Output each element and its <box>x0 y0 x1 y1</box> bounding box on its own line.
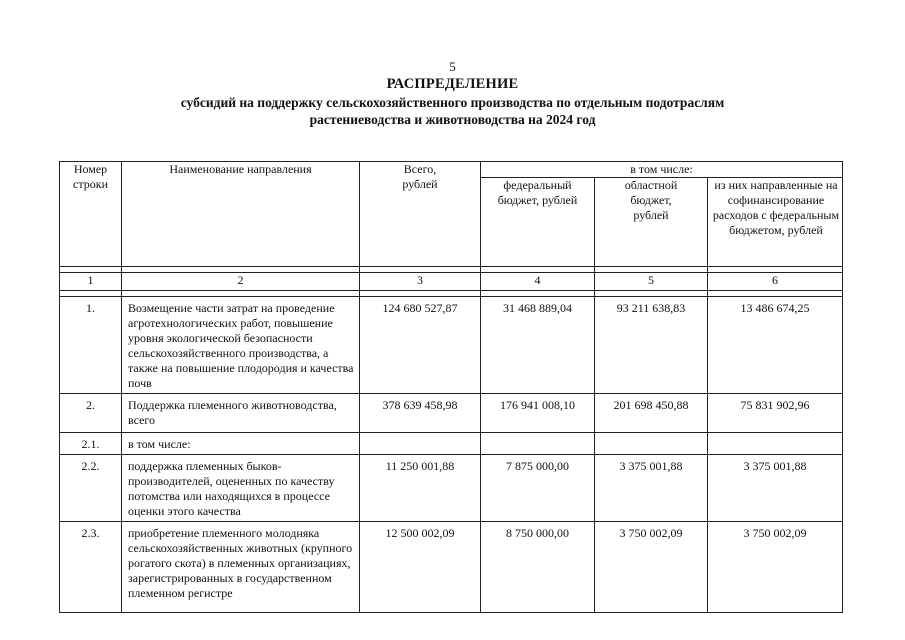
distribution-table <box>59 161 843 613</box>
row-number: 2.2. <box>60 455 122 522</box>
row-federal: 7 875 000,00 <box>481 455 595 522</box>
subtitle-line-1: субсидий на поддержку сельскохозяйственного производства по отдельным подотраслям <box>180 95 725 110</box>
header-total <box>360 162 481 267</box>
column-number: 2 <box>122 273 360 291</box>
row-total: 11 250 001,88 <box>360 455 481 522</box>
header-regional-label: областной бюджет, рублей <box>624 178 678 222</box>
row-number: 2.3. <box>60 522 122 613</box>
header-cofinancing <box>708 178 843 267</box>
column-number: 3 <box>360 273 481 291</box>
row-total: 124 680 527,87 <box>360 297 481 394</box>
column-number: 5 <box>595 273 708 291</box>
column-number: 1 <box>60 273 122 291</box>
column-number: 6 <box>708 273 843 291</box>
header-federal-label: федеральный бюджет, рублей <box>497 178 578 207</box>
row-regional: 93 211 638,83 <box>595 297 708 394</box>
row-name: Возмещение части затрат на проведение агротехнологических работ, повышение уровня экологической безопасности сельскохозяйственного производства, а также на повышение плодородия и качества почв <box>122 297 360 394</box>
row-cofinancing: 3 375 001,88 <box>708 455 843 522</box>
row-regional: 201 698 450,88 <box>595 394 708 433</box>
header-total-label: Всего, рублей <box>402 162 438 191</box>
row-federal: 31 468 889,04 <box>481 297 595 394</box>
row-cofinancing <box>708 433 843 455</box>
row-federal: 176 941 008,10 <box>481 394 595 433</box>
row-cofinancing: 3 750 002,09 <box>708 522 843 613</box>
row-regional: 3 375 001,88 <box>595 455 708 522</box>
row-name: в том числе: <box>122 433 360 455</box>
document-title: РАСПРЕДЕЛЕНИЕ <box>386 76 519 92</box>
row-federal: 8 750 000,00 <box>481 522 595 613</box>
row-name: поддержка племенных быков-производителей, оцененных по качеству потомства или находящихся в процессе оценки этого качества <box>122 455 360 522</box>
row-cofinancing: 75 831 902,96 <box>708 394 843 433</box>
row-total: 378 639 458,98 <box>360 394 481 433</box>
table-row <box>60 394 843 433</box>
row-name: Поддержка племенного животноводства, всего <box>122 394 360 433</box>
row-number: 2. <box>60 394 122 433</box>
header-row-number: Номер строки <box>60 162 122 267</box>
subtitle-line-2: растениеводства и животноводства на 2024 год <box>309 112 596 127</box>
table-row <box>60 433 843 455</box>
header-name: Наименование направления <box>122 162 360 267</box>
row-federal <box>481 433 595 455</box>
table-row <box>60 522 843 613</box>
row-total <box>360 433 481 455</box>
row-regional <box>595 433 708 455</box>
header-federal <box>481 178 595 267</box>
table-row <box>60 455 843 522</box>
row-cofinancing: 13 486 674,25 <box>708 297 843 394</box>
table-header-row <box>60 162 843 178</box>
column-number-row <box>60 273 843 291</box>
document-subtitle <box>120 94 785 128</box>
row-total: 12 500 002,09 <box>360 522 481 613</box>
header-cofinancing-label: из них направленные на софинансирование расходов с федеральным бюджетом, рублей <box>712 178 840 237</box>
row-name: приобретение племенного молодняка сельскохозяйственных животных (крупного рогатого скота) в племенных организациях, зарегистрированных в государственном племенном регистре <box>122 522 360 613</box>
row-number: 2.1. <box>60 433 122 455</box>
header-regional <box>595 178 708 267</box>
page-number: 5 <box>449 59 456 74</box>
table-row <box>60 297 843 394</box>
column-number: 4 <box>481 273 595 291</box>
header-including: в том числе: <box>481 162 843 178</box>
row-regional: 3 750 002,09 <box>595 522 708 613</box>
row-number: 1. <box>60 297 122 394</box>
